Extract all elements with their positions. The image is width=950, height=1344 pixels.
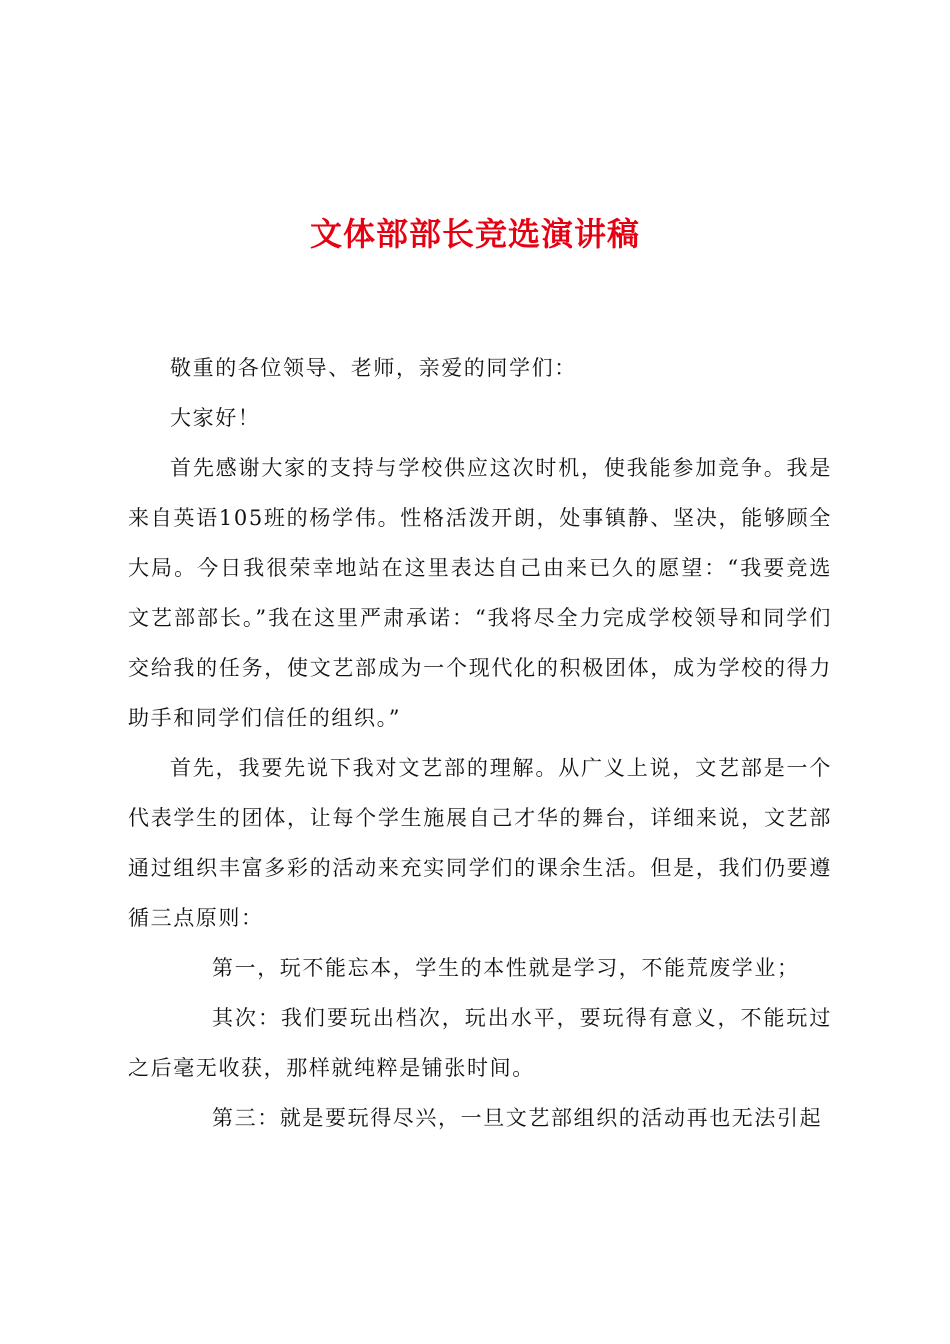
paragraph-principle-one: 第一，玩不能忘本，学生的本性就是学习，不能荒废学业； [212, 956, 800, 980]
paragraph-principle-two: 其次：我们要玩出档次，玩出水平，要玩得有意义，不能玩过之后毫无收获，那样就纯粹是铺张时间。 [128, 1006, 832, 1080]
paragraph-understanding: 首先，我要先说下我对文艺部的理解。从广义上说，文艺部是一个代表学生的团体，让每个学生施展自己才华的舞台，详细来说，文艺部通过组织丰富多彩的活动来充实同学们的课余生活。但是，我们仍要遵循三点原则： [128, 756, 832, 930]
paragraph-principle-three: 第三：就是要玩得尽兴，一旦文艺部组织的活动再也无法引起 [212, 1106, 823, 1130]
document-body [128, 343, 832, 1143]
paragraph-introduction: 首先感谢大家的支持与学校供应这次时机，使我能参加竞争。我是来自英语105班的杨学伟。性格活泼开朗，处事镇静、坚决，能够顾全大局。今日我很荣幸地站在这里表达自己由来已久的愿望：“我要竞选文艺部部长。”我在这里严肃承诺：“我将尽全力完成学校领导和同学们交给我的任务，使文艺部成为一个现代化的积极团体，成为学校的得力助手和同学们信任的组织。” [128, 456, 832, 730]
document-title: 文体部部长竞选演讲稿 [309, 215, 640, 253]
paragraph-greeting: 大家好！ [170, 406, 261, 430]
paragraph-salutation: 敬重的各位领导、老师，亲爱的同学们： [170, 356, 577, 380]
